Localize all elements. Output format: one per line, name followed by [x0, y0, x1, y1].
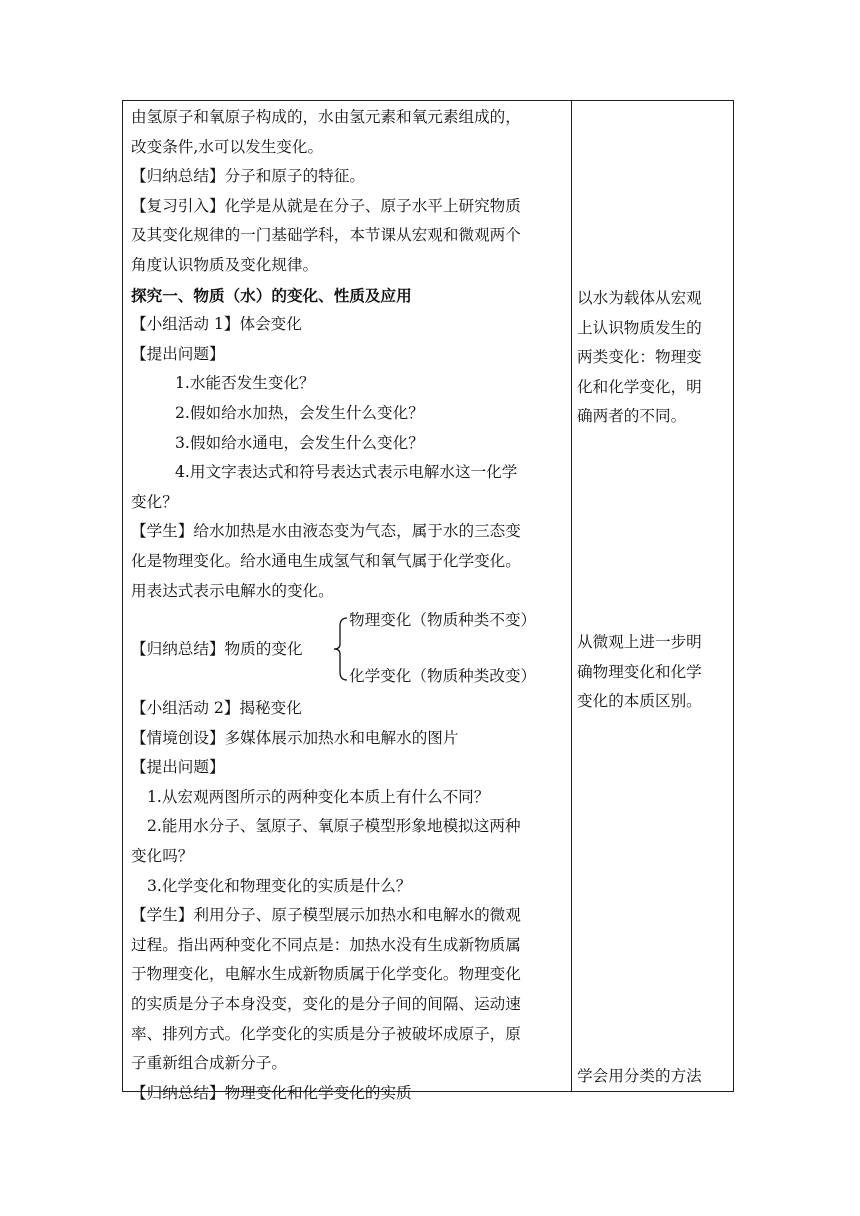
question-item: 1.水能否发生变化？ — [175, 374, 315, 393]
question-item-cont: 变化？ — [131, 492, 178, 511]
branch-chemical: 化学变化（物质种类改变） — [349, 667, 537, 686]
note-line: 确两者的不同。 — [577, 407, 687, 426]
student-answer: 子重新组合成新分子。 — [131, 1054, 287, 1073]
student-answer: 【学生】给水加热是水由液态变为气态，属于水的三态变 — [131, 522, 521, 541]
summary-label: 【归纳总结】物质的变化 — [131, 640, 303, 659]
note-line: 学会用分类的方法 — [577, 1067, 702, 1085]
note-line: 变化的本质区别。 — [577, 692, 702, 711]
question-item: 2.能用水分子、氢原子、氧原子模型形象地模拟这两种 — [147, 817, 521, 836]
change-classification — [131, 606, 567, 694]
question-item: 2.假如给水加热，会发生什么变化？ — [175, 403, 424, 422]
design-note — [577, 628, 729, 717]
student-answer: 用表达式表示电解水的变化。 — [131, 581, 334, 600]
student-answer: 【学生】利用分子、原子模型展示加热水和电解水的微观 — [131, 906, 521, 925]
question-item: 3.化学变化和物理变化的实质是什么？ — [147, 876, 412, 895]
situation-line: 【情境创设】多媒体展示加热水和电解水的图片 — [131, 728, 459, 747]
note-line: 化和化学变化，明 — [577, 377, 702, 396]
text-line: 【复习引入】化学是从就是在分子、原子水平上研究物质 — [131, 196, 521, 215]
section-title: 探究一、物质（水）的变化、性质及应用 — [131, 285, 412, 305]
summary-line: 【归纳总结】物理变化和化学变化的实质 — [131, 1083, 412, 1102]
student-answer: 过程。指出两种变化不同点是：加热水没有生成新物质属 — [131, 935, 521, 954]
text-line: 【归纳总结】分子和原子的特征。 — [131, 167, 365, 186]
text-line: 由氢原子和氧原子构成的，水由氢元素和氧元素组成的， — [131, 108, 521, 126]
student-answer: 于物理变化，电解水生成新物质属于化学变化。物理变化 — [131, 965, 521, 984]
lesson-table — [122, 100, 734, 1102]
activity-heading: 【小组活动 2】揭秘变化 — [131, 699, 302, 718]
activity-heading: 【小组活动 1】体会变化 — [131, 315, 302, 334]
question-heading: 【提出问题】 — [131, 758, 225, 777]
question-heading: 【提出问题】 — [131, 344, 225, 363]
process-column — [131, 103, 567, 1108]
text-line: 及其变化规律的一门基础学科，本节课从宏观和微观两个 — [131, 226, 521, 245]
question-item: 4.用文字表达式和符号表达式表示电解水这一化学 — [175, 463, 518, 482]
branch-physical: 物理变化（物质种类不变） — [349, 611, 537, 630]
note-line: 从微观上进一步明 — [577, 633, 702, 651]
question-item: 3.假如给水通电，会发生什么变化？ — [175, 433, 424, 452]
student-answer: 的实质是分子本身没变，变化的是分子间的间隔、运动速 — [131, 995, 521, 1014]
column-divider — [571, 101, 572, 1091]
text-line: 改变条件,水可以发生变化。 — [131, 137, 324, 156]
brace-icon — [331, 616, 349, 682]
text-line: 角度认识物质及变化规律。 — [131, 255, 319, 274]
note-line: 两类变化：物理变 — [577, 348, 702, 367]
note-line: 确物理变化和化学 — [577, 662, 702, 681]
question-item: 1.从宏观两图所示的两种变化本质上有什么不同？ — [147, 787, 490, 806]
design-note — [577, 1062, 729, 1092]
question-item-cont: 变化吗？ — [131, 847, 194, 866]
note-line: 上认识物质发生的 — [577, 318, 702, 337]
student-answer: 率、排列方式。化学变化的实质是分子被破坏成原子，原 — [131, 1024, 521, 1043]
note-line: 以水为载体从宏观 — [577, 289, 702, 307]
design-note — [577, 284, 729, 432]
student-answer: 化是物理变化。给水通电生成氢气和氧气属于化学变化。 — [131, 551, 521, 570]
